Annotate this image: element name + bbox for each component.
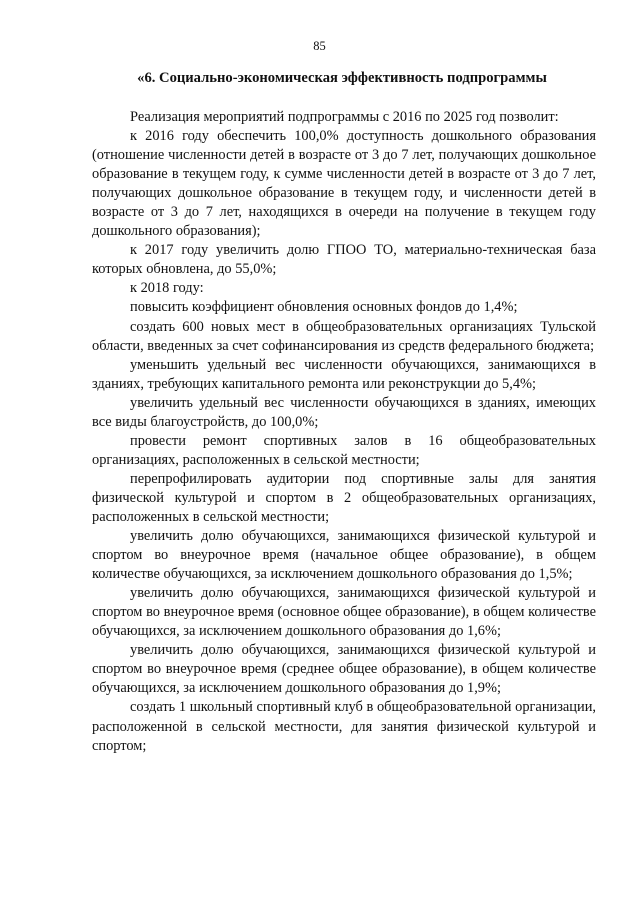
paragraph: к 2017 году увеличить долю ГПОО ТО, материально-техническая база которых обновлена, до 55,0%;: [92, 242, 596, 278]
paragraph: перепрофилировать аудитории под спортивные залы для занятия физической культурой и спортом в 2 общеобразовательных организациях, расположенных в сельской местности;: [92, 470, 596, 525]
paragraph: создать 1 школьный спортивный клуб в общеобразовательной организации, расположенной в сельской местности, для занятия физической культурой и спортом;: [92, 699, 596, 754]
paragraph: увеличить долю обучающихся, занимающихся физической культурой и спортом во внеурочное время (начальное общее образование), в общем количестве обучающихся, за исключением дошкольного образования до 1,5%;: [92, 528, 596, 583]
paragraph: создать 600 новых мест в общеобразовательных организациях Тульской области, введенных за счет софинансирования из средств федерального бюджета;: [92, 318, 596, 354]
paragraph: увеличить долю обучающихся, занимающихся физической культурой и спортом во внеурочное время (основное общее образование), в общем количестве обучающихся, за исключением дошкольного образования до 1,6%;: [92, 585, 596, 640]
page-number: 85: [313, 39, 326, 53]
paragraph: повысить коэффициент обновления основных фондов до 1,4%;: [130, 299, 518, 316]
paragraph: к 2018 году:: [130, 280, 204, 297]
paragraph: увеличить долю обучающихся, занимающихся физической культурой и спортом во внеурочное время (среднее общее образование), в общем количестве обучающихся, за исключением дошкольного образования до 1,9%;: [92, 642, 596, 697]
section-title: «6. Социально-экономическая эффективность подпрограммы: [137, 70, 547, 86]
paragraph: Реализация мероприятий подпрограммы с 2016 по 2025 год позволит:: [130, 109, 559, 125]
paragraph: к 2016 году обеспечить 100,0% доступность дошкольного образования (отношение численности детей в возрасте от 3 до 7 лет, получающих дошкольное образование в текущем году, к сумме численности детей в возрасте от 3 до 7 лет, получающих дошкольное образование в текущем году, и численности детей в возрасте от 3 до 7 лет, находящихся в очереди на получение в текущем году дошкольного образования);: [92, 128, 596, 240]
paragraph: уменьшить удельный вес численности обучающихся, занимающихся в зданиях, требующих капитального ремонта или реконструкции до 5,4%;: [92, 356, 596, 392]
paragraph: провести ремонт спортивных залов в 16 общеобразовательных организациях, расположенных в сельской местности;: [92, 432, 596, 468]
document-body: [92, 108, 596, 756]
paragraph: увеличить удельный вес численности обучающихся в зданиях, имеющих все виды благоустройств, до 100,0%;: [92, 394, 596, 430]
